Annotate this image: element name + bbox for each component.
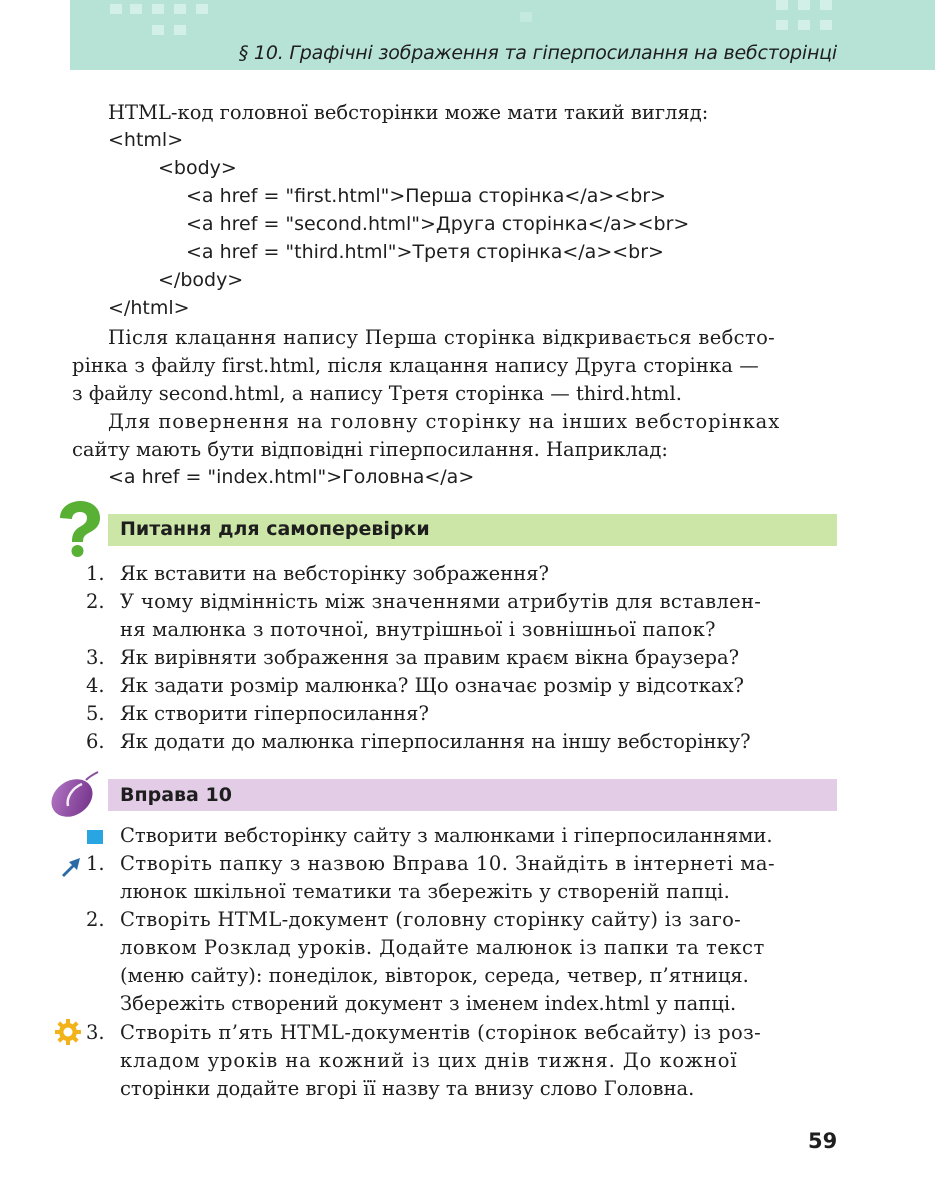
decor-square <box>174 4 186 14</box>
decor-square <box>152 4 164 14</box>
question-number: 2. <box>86 590 105 613</box>
decor-square <box>798 0 810 10</box>
question-number: 5. <box>86 702 105 725</box>
step-text: Створіть п’ять HTML-документів (сторінок вебсайту) із роз- <box>120 1021 762 1044</box>
step-text: сторінки додайте вгорі її назву та внизу слово Головна. <box>120 1077 695 1100</box>
question-text: Як додати до малюнка гіперпосилання на іншу вебсторінку? <box>120 730 751 753</box>
step-number: 3. <box>86 1021 105 1044</box>
paragraph-line: рінка з файлу first.html, після клацання напису Друга сторінка — <box>72 354 759 377</box>
question-mark-icon <box>54 500 104 560</box>
task-square-icon <box>87 830 103 844</box>
example-code: <a href = "index.html">Головна</a> <box>108 466 475 488</box>
question-number: 4. <box>86 674 105 697</box>
step-text: (меню сайту): понеділок, вівторок, середа, четвер, п’ятниця. <box>120 964 749 987</box>
step-text: Створіть HTML-документ (головну сторінку сайту) із заго- <box>120 908 742 931</box>
decor-square <box>520 12 532 22</box>
code-line: <a href = "first.html">Перша сторінка</a><br> <box>186 185 666 207</box>
decor-square <box>798 20 810 30</box>
decor-square <box>820 20 832 30</box>
question-text: Як створити гіперпосилання? <box>120 702 429 725</box>
decor-square <box>152 25 164 35</box>
intro-text: HTML-код головної вебсторінки може мати такий вигляд: <box>108 101 709 124</box>
paragraph-line: сайту мають бути відповідні гіперпосилання. Наприклад: <box>72 438 668 461</box>
step-number: 1. <box>86 852 105 875</box>
decor-square <box>130 4 142 14</box>
question-text: Як вставити на вебсторінку зображення? <box>120 562 549 585</box>
question-text: Як задати розмір малюнка? Що означає розмір у відсотках? <box>120 674 744 697</box>
task-text: Створити вебсторінку сайту з малюнками і гіперпосиланнями. <box>120 824 773 847</box>
step-text: кладом уроків на кожний із цих днів тижня. До кожної <box>120 1049 738 1072</box>
gear-icon <box>54 1018 82 1046</box>
page-number: 59 <box>808 1129 838 1153</box>
question-number: 3. <box>86 646 105 669</box>
paragraph-line: з файлу second.html, а напису Третя сторінка — third.html. <box>72 382 682 405</box>
step-text: Створіть папку з назвою Вправа 10. Знайдіть в інтернеті ма- <box>120 852 776 875</box>
question-number: 6. <box>86 730 105 753</box>
code-line: </html> <box>108 297 190 319</box>
decor-square <box>196 4 208 14</box>
step-number: 2. <box>86 908 105 931</box>
code-line: <a href = "third.html">Третя сторінка</a><br> <box>186 241 664 263</box>
code-line: <html> <box>108 129 184 151</box>
code-line: <body> <box>158 157 237 179</box>
decor-square <box>820 0 832 10</box>
step-text: ловком Розклад уроків. Додайте малюнок із папки та текст <box>120 936 765 959</box>
step-text: люнок шкільної тематики та збережіть у створеній папці. <box>120 880 730 903</box>
paragraph-line: Після клацання напису Перша сторінка відкривається вебсто- <box>108 326 776 349</box>
paragraph-line: Для повернення на головну сторінку на інших вебсторінках <box>108 410 781 433</box>
question-text: У чому відмінність між значеннями атрибутів для вставлен- <box>120 590 762 613</box>
section-title: § 10. Графічні зображення та гіперпосилання на вебсторінці <box>238 42 837 64</box>
computer-mouse-icon <box>46 768 102 824</box>
decor-square <box>776 20 788 30</box>
code-line: <a href = "second.html">Друга сторінка</a><br> <box>186 213 690 235</box>
decor-square <box>174 25 186 35</box>
question-number: 1. <box>86 562 105 585</box>
decor-square <box>776 0 788 10</box>
cursor-arrow-icon <box>60 856 82 878</box>
code-line: </body> <box>158 269 244 291</box>
questions-title: Питання для самоперевірки <box>120 518 430 540</box>
question-text: Як вирівняти зображення за правим краєм вікна браузера? <box>120 646 740 669</box>
question-text: ня малюнка з поточної, внутрішньої і зовнішньої папок? <box>120 618 716 641</box>
exercise-title: Вправа 10 <box>120 784 232 806</box>
decor-square <box>110 4 122 14</box>
step-text: Збережіть створений документ з іменем index.html у папці. <box>120 992 737 1015</box>
